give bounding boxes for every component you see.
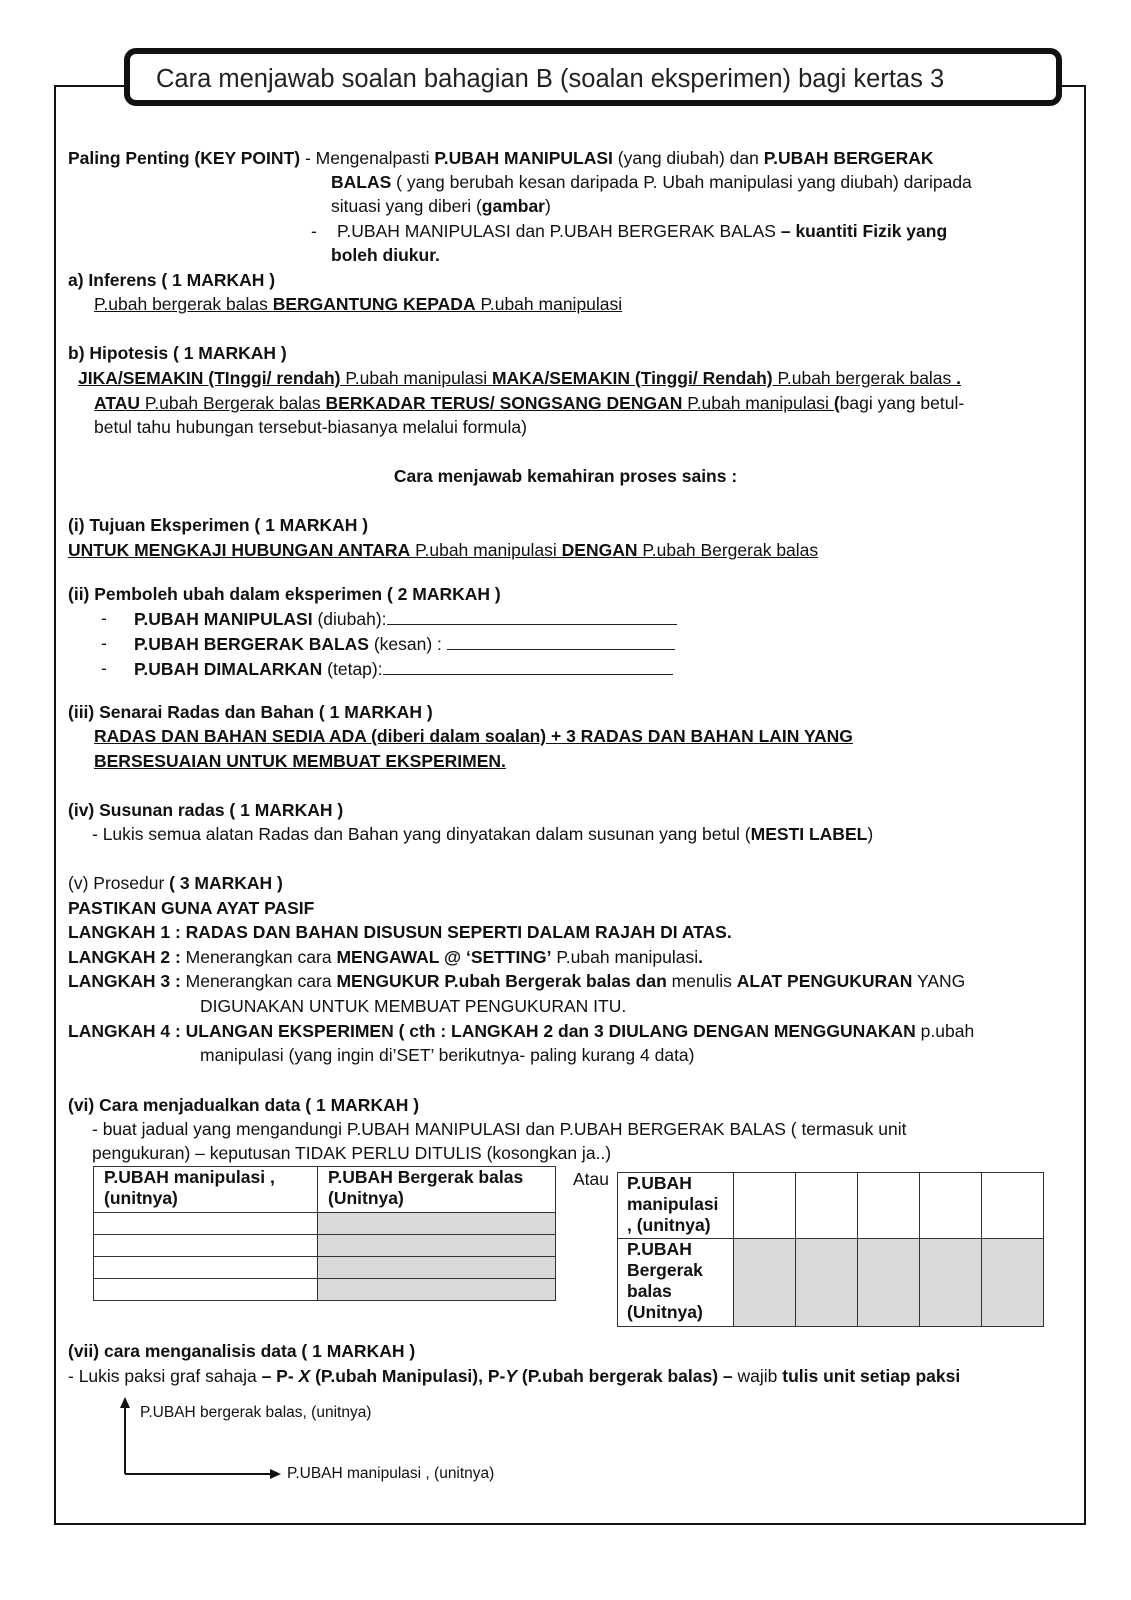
- susunan-text: - Lukis semua alatan Radas dan Bahan yang dinyatakan dalam susunan yang betul (MESTI LABEL): [92, 824, 874, 844]
- table-row-header-bergerak: P.UBAH Bergerak balas (Unitnya): [618, 1239, 734, 1327]
- tujuan-heading: (i) Tujuan Eksperimen ( 1 MARKAH ): [68, 515, 369, 535]
- susunan-heading: (iv) Susunan radas ( 1 MARKAH ): [68, 800, 344, 820]
- pemboleh-item-3: - P.UBAH DIMALARKAN (tetap):: [101, 656, 107, 680]
- radas-line-1: RADAS DAN BAHAN SEDIA ADA (diberi dalam soalan) + 3 RADAS DAN BAHAN LAIN YANG: [94, 726, 853, 746]
- langkah-3: LANGKAH 3 : Menerangkan cara MENGUKUR P.ubah Bergerak balas dan menulis ALAT PENGUKURAN YANG: [68, 971, 966, 991]
- y-axis-arrow: [120, 1397, 130, 1408]
- radas-heading: (iii) Senarai Radas dan Bahan ( 1 MARKAH ): [68, 702, 433, 722]
- kps-heading: Cara menjawab kemahiran proses sains :: [393, 466, 738, 486]
- atau-label: Atau: [573, 1169, 609, 1189]
- key-point-line-4-text: P.UBAH MANIPULASI dan P.UBAH BERGERAK BALAS – kuantiti Fizik yang: [337, 221, 948, 241]
- pemboleh-item-2: - P.UBAH BERGERAK BALAS (kesan) :: [101, 631, 107, 655]
- jadual-line-2: pengukuran) – keputusan TIDAK PERLU DITULIS (kosongkan ja..): [92, 1143, 612, 1163]
- table-header-bergerak: P.UBAH Bergerak balas (Unitnya): [318, 1167, 556, 1213]
- langkah-3-cont: DIGUNAKAN UNTUK MEMBUAT PENGUKURAN ITU.: [200, 996, 627, 1016]
- langkah-4-cont: manipulasi (yang ingin di’SET’ berikutnya- paling kurang 4 data): [200, 1045, 695, 1065]
- jadual-heading: (vi) Cara menjadualkan data ( 1 MARKAH ): [68, 1095, 420, 1115]
- key-point-line-4: -: [311, 221, 317, 241]
- prosedur-pasif: PASTIKAN GUNA AYAT PASIF: [68, 898, 315, 918]
- key-point-line-2: BALAS ( yang berubah kesan daripada P. Ubah manipulasi yang diubah) daripada: [331, 172, 972, 192]
- langkah-1: LANGKAH 1 : RADAS DAN BAHAN DISUSUN SEPERTI DALAM RAJAH DI ATAS.: [68, 922, 732, 942]
- key-point-line-1: Paling Penting (KEY POINT) - Mengenalpasti P.UBAH MANIPULASI (yang diubah) dan P.UBAH BERGERAK: [68, 148, 934, 168]
- prosedur-heading: (v) Prosedur ( 3 MARKAH ): [68, 873, 283, 893]
- y-axis-label: P.UBAH bergerak balas, (unitnya): [140, 1404, 372, 1421]
- key-point-line-5: boleh diukur.: [331, 245, 440, 265]
- key-point-label: Paling Penting (KEY POINT): [68, 148, 301, 168]
- x-axis-arrow: [270, 1469, 281, 1479]
- tujuan-text: UNTUK MENGKAJI HUBUNGAN ANTARA P.ubah manipulasi DENGAN P.ubah Bergerak balas: [68, 540, 819, 560]
- pemboleh-heading: (ii) Pemboleh ubah dalam eksperimen ( 2 MARKAH ): [68, 584, 501, 604]
- table-header-manipulasi: P.UBAH manipulasi , (unitnya): [94, 1167, 318, 1213]
- page-title: Cara menjawab soalan bahagian B (soalan eksperimen) bagi kertas 3: [156, 65, 945, 93]
- jadual-line-1: - buat jadual yang mengandungi P.UBAH MANIPULASI dan P.UBAH BERGERAK BALAS ( termasuk unit: [92, 1119, 907, 1139]
- inferens-text: P.ubah bergerak balas BERGANTUNG KEPADA P.ubah manipulasi: [94, 294, 623, 314]
- pemboleh-item-1: - P.UBAH MANIPULASI (diubah):: [101, 606, 107, 630]
- table-row-header-manipulasi: P.UBAH manipulasi , (unitnya): [618, 1173, 734, 1239]
- inferens-heading: a) Inferens ( 1 MARKAH ): [68, 270, 276, 290]
- x-axis-label: P.UBAH manipulasi , (unitnya): [287, 1465, 495, 1482]
- langkah-2: LANGKAH 2 : Menerangkan cara MENGAWAL @ ‘SETTING’ P.ubah manipulasi.: [68, 947, 703, 967]
- analisis-text: - Lukis paksi graf sahaja – P- X (P.ubah Manipulasi), P-Y (P.ubah bergerak balas) – wajib tulis unit setiap paksi: [68, 1366, 961, 1386]
- hipotesis-line-1: JIKA/SEMAKIN (TInggi/ rendah) P.ubah manipulasi MAKA/SEMAKIN (Tinggi/ Rendah) P.ubah bergerak balas .: [78, 368, 962, 388]
- analisis-heading: (vii) cara menganalisis data ( 1 MARKAH ): [68, 1341, 416, 1361]
- hipotesis-line-3: betul tahu hubungan tersebut-biasanya melalui formula): [94, 417, 527, 437]
- radas-line-2: BERSESUAIAN UNTUK MEMBUAT EKSPERIMEN.: [94, 751, 506, 771]
- hipotesis-line-2: ATAU P.ubah Bergerak balas BERKADAR TERUS/ SONGSANG DENGAN P.ubah manipulasi (bagi yang betul-: [94, 393, 965, 413]
- hipotesis-heading: b) Hipotesis ( 1 MARKAH ): [68, 343, 287, 363]
- langkah-4: LANGKAH 4 : ULANGAN EKSPERIMEN ( cth : LANGKAH 2 dan 3 DIULANG DENGAN MENGGUNAKAN p.ubah: [68, 1021, 975, 1041]
- key-point-line-3: situasi yang diberi (gambar): [331, 196, 551, 216]
